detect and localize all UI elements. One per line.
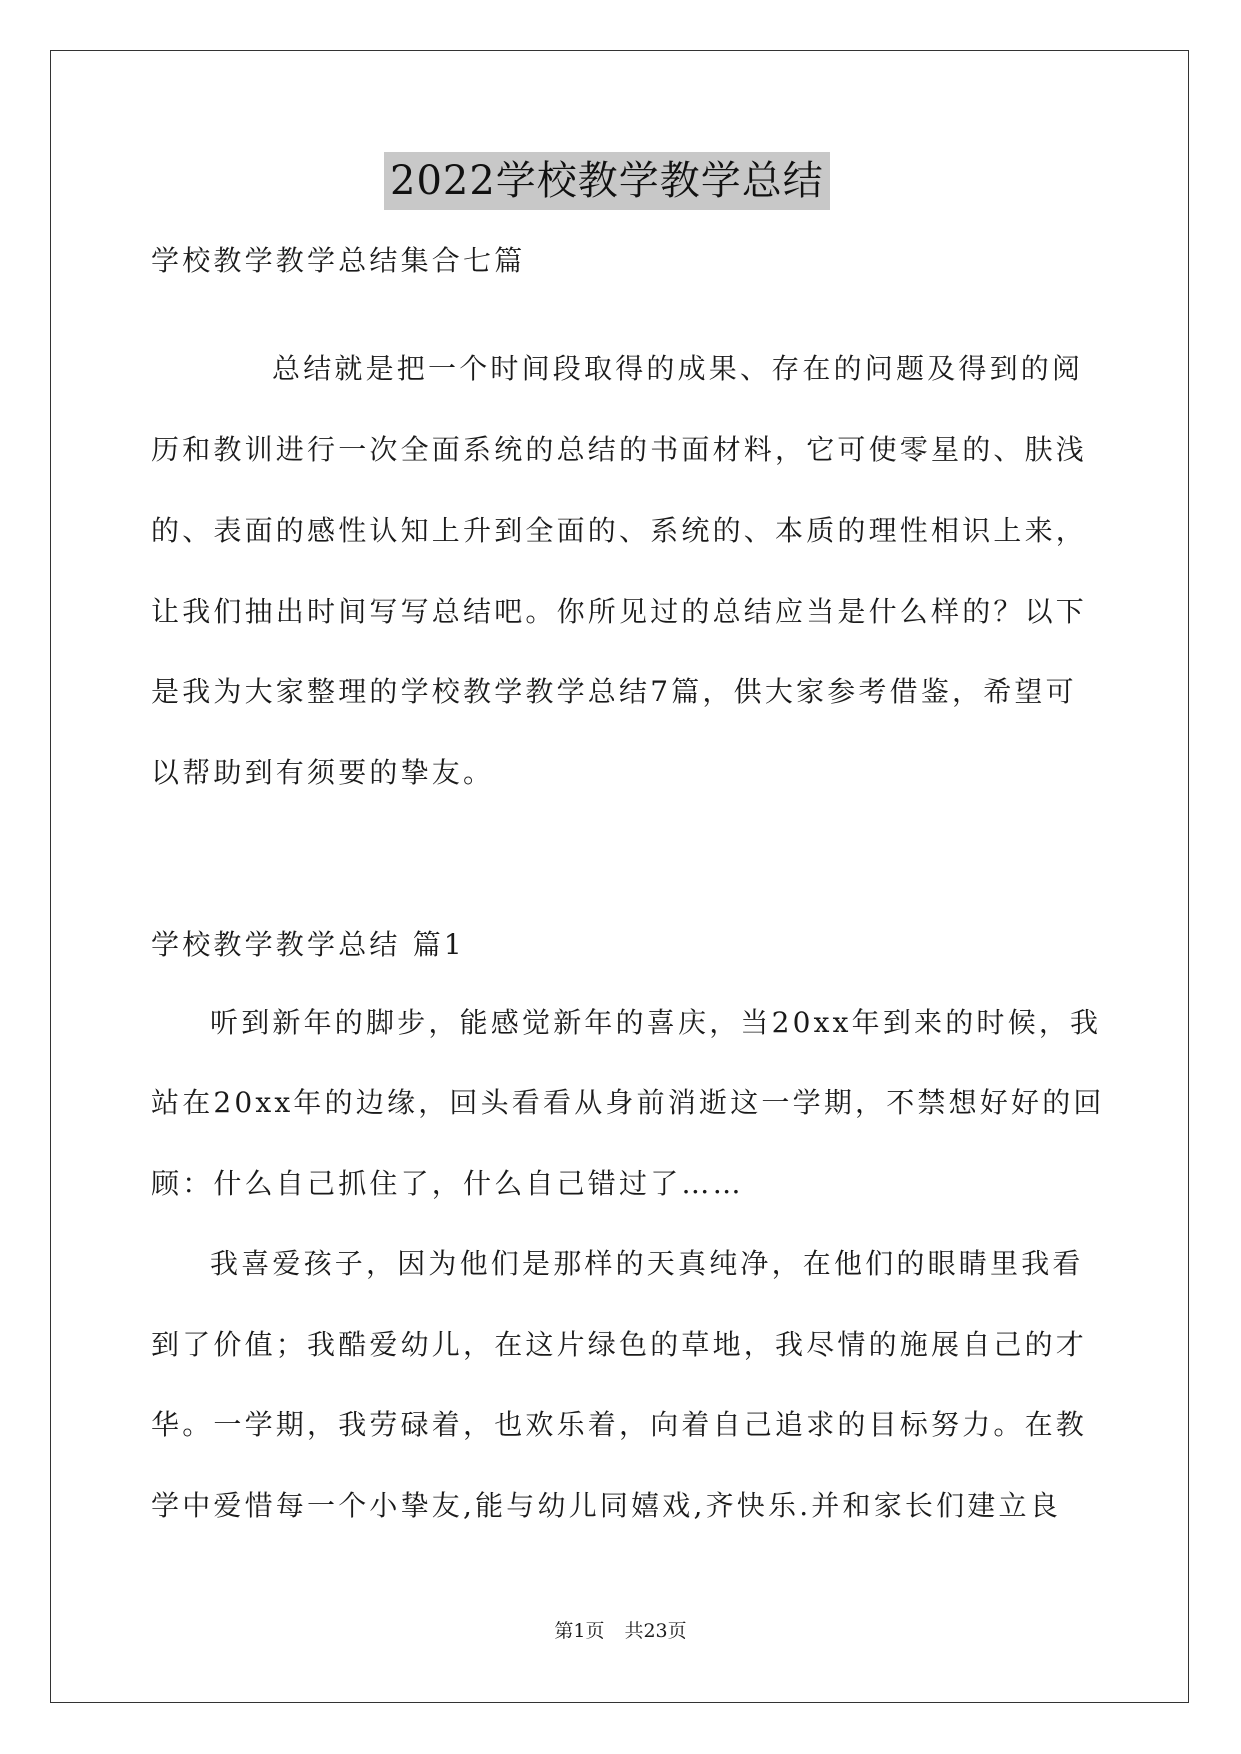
paragraph-line: 我喜爱孩子，因为他们是那样的天真纯净，在他们的眼睛里我看 [210,1247,1084,1280]
intro-line: 以帮助到有须要的挚友。 [151,756,495,789]
paragraph-line: 站在20xx年的边缘，回头看看从身前消逝这一学期，不禁想好好的回 [151,1086,1105,1119]
intro-line: 总结就是把一个时间段取得的成果、存在的问题及得到的阅 [272,352,1084,385]
page-footer [0,1618,1241,1644]
intro-line: 历和教训进行一次全面系统的总结的书面材料，它可使零星的、肤浅 [151,433,1088,466]
page-border [50,50,1189,1703]
page-total: 共23页 [624,1620,687,1642]
paragraph-line: 华。一学期，我劳碌着，也欢乐着，向着自己追求的目标努力。在教 [151,1408,1088,1441]
paragraph-line: 学中爱惜每一个小挚友,能与幼儿同嬉戏,齐快乐.并和家长们建立良 [151,1489,1061,1522]
document-subtitle: 学校教学教学总结集合七篇 [151,244,526,277]
intro-line: 的、表面的感性认知上升到全面的、系统的、本质的理性相识上来， [151,514,1088,547]
paragraph-line: 到了价值；我酷爱幼儿，在这片绿色的草地，我尽情的施展自己的才 [151,1328,1088,1361]
paragraph-line: 顾：什么自己抓住了，什么自己错过了…… [151,1167,744,1200]
intro-line: 是我为大家整理的学校教学教学总结7篇，供大家参考借鉴，希望可 [151,675,1077,708]
paragraph-line: 听到新年的脚步，能感觉新年的喜庆，当20xx年到来的时候，我 [210,1006,1102,1039]
page-number: 第1页 [554,1620,605,1642]
intro-line: 让我们抽出时间写写总结吧。你所见过的总结应当是什么样的？以下 [151,595,1088,628]
section-heading: 学校教学教学总结 篇1 [151,928,465,961]
document-title: 2022学校教学教学总结 [384,152,830,210]
